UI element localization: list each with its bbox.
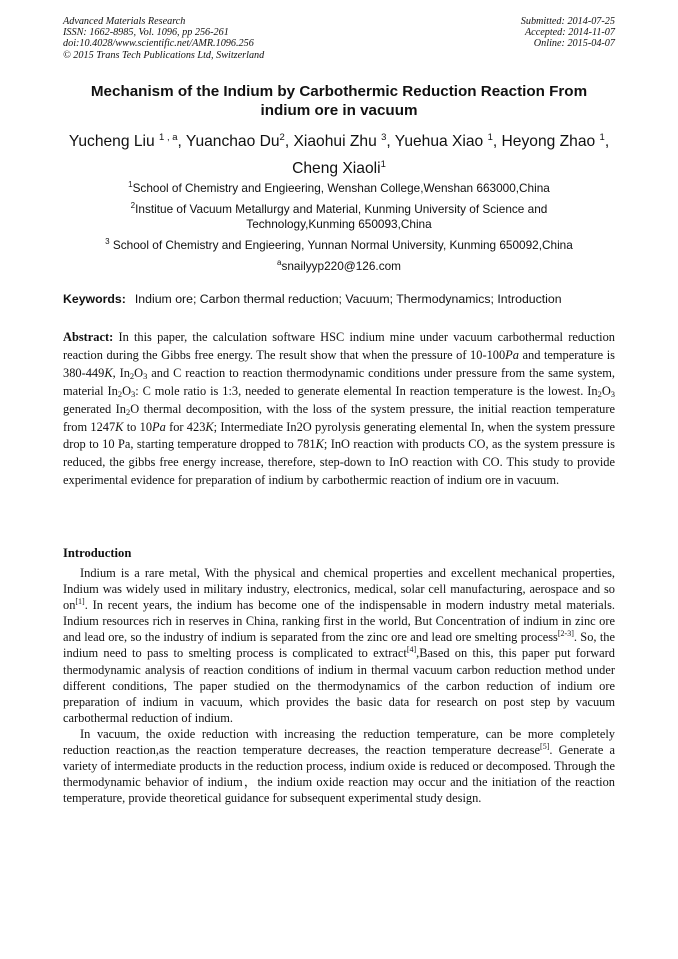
author-sup: 1 [599, 132, 605, 143]
author-name: Cheng Xiaoli [292, 159, 381, 177]
journal-name: Advanced Materials Research [63, 16, 186, 27]
keywords-text: Indium ore; Carbon thermal reduction; Vacuum; Thermodynamics; Introduction [134, 292, 562, 306]
keywords [63, 292, 562, 307]
introduction-heading: Introduction [63, 546, 132, 560]
author-sup: 2 [279, 132, 285, 143]
author-sup: 1 [380, 158, 386, 170]
author-name: Heyong Zhao [501, 133, 596, 151]
accepted-date: Accepted: 2014-11-07 [524, 27, 615, 39]
copyright: © 2015 Trans Tech Publications Ltd, Switzerland [63, 49, 265, 61]
introduction-body [63, 565, 615, 806]
keywords-label: Keywords: [63, 292, 126, 306]
abstract: Abstract: In this paper, the calculation software HSC indium mine under vacuum carbothermal reduction reaction during the Gibbs free energy. The result show that when the pressure of 10-100Pa and temperature is 380-449K, $In_2O_3$ and C reaction to reaction thermodynamic conditions under pressure from the same system, material $In_2O_3$: C mole ratio is 1:3, needed to generate elemental In reaction temperature is the lowest. $In_2O_3$ generated $In_2O$ thermal decomposition, with the loss of the system pressure, the initial reaction temperature from 1247K to 10Pa for 423K; Intermediate In2O pyrolysis generating elemental In, when the system pressure drop to 10 Pa, starting temperature dropped to 781K; InO reaction with products CO, as the system pressure is reduced, the gibbs free energy increase, therefore, step-down to InO reaction with CO. This study to provide experimental evidence for preparation of indium by carbothermic reaction of indium ore in vacuum. [63, 330, 616, 488]
dates-info [521, 16, 615, 50]
author-name: Yucheng Liu [68, 133, 155, 151]
citation: [5] [540, 741, 550, 751]
citation: [4] [406, 645, 417, 655]
affiliation-1: $^1$School of Chemistry and Engieering, Wenshan College,Wenshan 663000,China [128, 180, 550, 195]
abstract-label: Abstract: [63, 330, 114, 344]
paper-title: Mechanism of the Indium by Carbothermic Reduction Reaction From indium ore in vacuum [90, 83, 588, 119]
author-name: Xiaohui Zhu [293, 133, 377, 151]
citation: [1] [75, 597, 85, 607]
author-list: Yucheng Liu $^{1 , a}$, Yuanchao Du$^2$, Xiaohui Zhu $^3$, Yuehua Xiao $^1$, Heyong Zhao $^1$, Cheng Xiaoli$^1$ [68, 132, 610, 177]
email-address: $^a$snailyyp220@126.com [277, 258, 401, 273]
author-sup: 3 [381, 132, 387, 143]
online-date: Online: 2015-04-07 [533, 38, 615, 50]
affiliation-2: $^2$Institue of Vacuum Metallurgy and Material, Kunming University of Science and Technology,Kunming 650093,China [130, 201, 548, 231]
doi: doi:10.4028/www.scientific.net/AMR.1096.256 [63, 38, 254, 50]
affiliation-3: $^3$ School of Chemistry and Engieering, Yunnan Normal University, Kunming 650092,China [105, 237, 573, 252]
submitted-date: Submitted: 2014-07-25 [520, 16, 615, 27]
journal-info [63, 16, 264, 61]
introduction-paragraph: Indium is a rare metal, With the physical and chemical properties and excellent mechanical properties, Indium was widely used in military industry, electronics, medical, solar cell manufacturing, aerospace and so on[1]. In recent years, the indium has become one of the indispensable in modern industry metal materials. Indium resources rich in reserves in China, ranking first in the world, But Concentration of indium in zinc ore and lead ore, so the industry of indium is separated from the zinc ore and lead ore smelting process[2-3]. So, the indium need to pass to smelting process is complicated to extract[4],Based on this, this paper put forward thermodynamic analysis of reaction conditions of indium in thermal vacuum carbon reduction method under different conditions, The paper studied on the thermodynamics of the carbon reduction of indium ore preparation of indium in vacuum, which provides the basic data for research on post step by vacuum carbothermal reduction of indium. [63, 566, 615, 725]
citation: [2-3] [557, 629, 574, 639]
author-name: Yuehua Xiao [394, 133, 484, 151]
author-name: Yuanchao Du [185, 133, 280, 151]
author-sup: 1 [487, 132, 493, 143]
issn: ISSN: 1662-8985, Vol. 1096, pp 256-261 [63, 27, 229, 39]
introduction-paragraph: In vacuum, the oxide reduction with increasing the reduction temperature, can be more completely reduction reaction,as the reaction temperature decreases, the reaction temperature decrease[5]. Generate a variety of intermediate products in the reduction process, indium oxide is reduced or decomposed. Through the thermodynamic behavior of indium，the indium oxide reaction may occur and the initiation of the reaction temperature, provide theoretical guidance for subsequent experimental study design. [63, 726, 615, 806]
author-sup: 1 , a [159, 132, 178, 143]
